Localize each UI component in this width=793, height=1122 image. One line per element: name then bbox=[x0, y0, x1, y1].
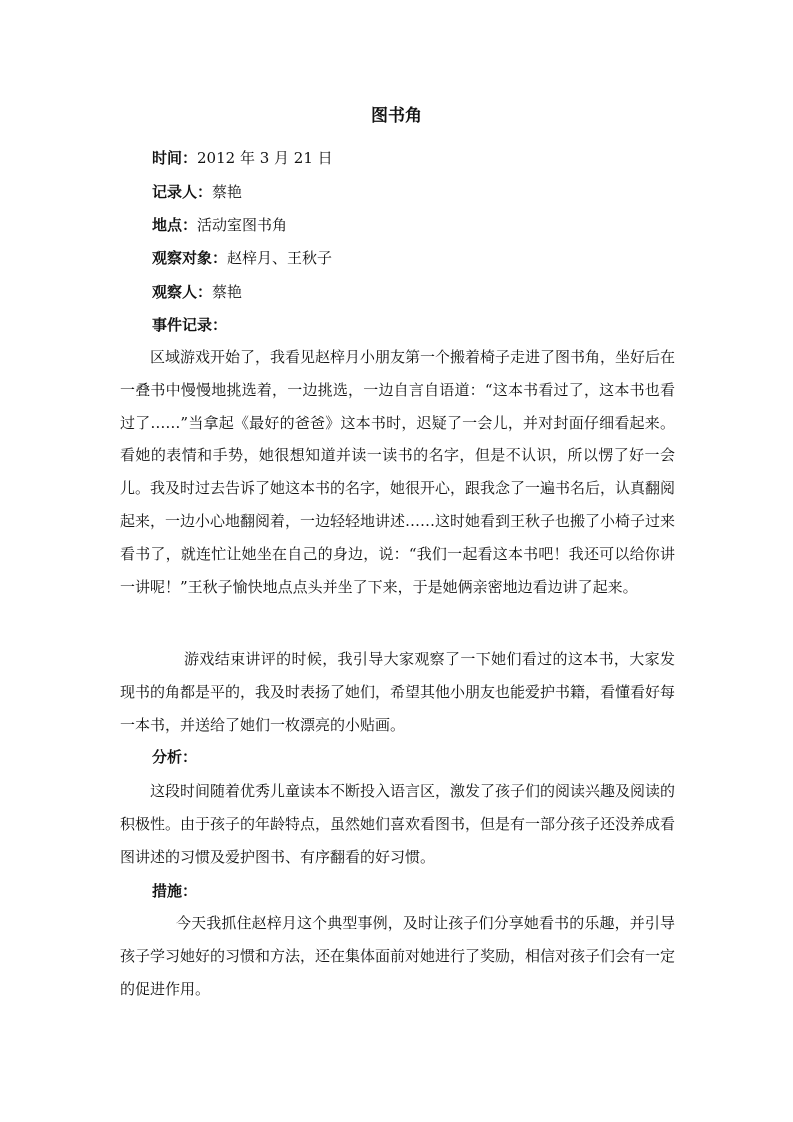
meta-observer-label: 观察人： bbox=[152, 283, 213, 301]
meta-subject-label: 观察对象： bbox=[152, 249, 228, 267]
meta-recorder-value: 蔡艳 bbox=[212, 183, 243, 201]
meta-location-label: 地点： bbox=[152, 216, 198, 234]
record-paragraph-2: 游戏结束讲评的时候，我引导大家观察了一下她们看过的这本书，大家发现书的角都是平的，我及时表扬了她们，希望其他小朋友也能爱护书籍，看懂看好每一本书，并送给了她们一枚漂亮的小贴画。 bbox=[120, 650, 676, 734]
meta-subject bbox=[152, 247, 332, 269]
meta-location bbox=[152, 214, 287, 236]
meta-location-value: 活动室图书角 bbox=[197, 216, 288, 234]
meta-subject-value: 赵梓月、王秋子 bbox=[227, 249, 333, 267]
analysis-paragraph: 这段时间随着优秀儿童读本不断投入语言区，激发了孩子们的阅读兴趣及阅读的积极性。由于孩子的年龄特点，虽然她们喜欢看图书，但是有一部分孩子还没养成看图讲述的习惯及爱护图书、有序翻看的好习惯。 bbox=[120, 782, 676, 866]
meta-time-value: 2012 年 3 月 21 日 bbox=[197, 149, 333, 167]
measures-paragraph: 今天我抓住赵梓月这个典型事例，及时让孩子们分享她看书的乐趣，并引导孩子学习她好的习惯和方法，还在集体面前对她进行了奖励，相信对孩子们会有一定的促进作用。 bbox=[120, 914, 676, 998]
meta-recorder bbox=[152, 181, 242, 203]
meta-observer bbox=[152, 281, 242, 303]
meta-time bbox=[152, 147, 333, 169]
page-title: 图书角 bbox=[371, 106, 422, 126]
record-paragraph-1: 区域游戏开始了，我看见赵梓月小朋友第一个搬着椅子走进了图书角，坐好后在一叠书中慢慢地挑选着，一边挑选，一边自言自语道：“这本书看过了，这本书也看过了……”当拿起《最好的爸爸》这本书时，迟疑了一会儿，并对封面仔细看起来。看她的表情和手势，她很想知道并读一读书的名字，但是不认识，所以愣了好一会儿。我及时过去告诉了她这本书的名字，她很开心，跟我念了一遍书名后，认真翻阅起来，一边小心地翻阅着，一边轻轻地讲述……这时她看到王秋子也搬了小椅子过来看书了，就连忙让她坐在自己的身边，说：“我们一起看这本书吧！我还可以给你讲一讲呢！”王秋子愉快地点点头并坐了下来，于是她俩亲密地边看边讲了起来。 bbox=[120, 348, 676, 596]
meta-time-label: 时间： bbox=[152, 149, 198, 167]
record-heading: 事件记录： bbox=[152, 316, 228, 334]
meta-recorder-label: 记录人： bbox=[152, 183, 213, 201]
analysis-heading: 分析： bbox=[152, 748, 198, 766]
meta-observer-value: 蔡艳 bbox=[212, 283, 243, 301]
measures-heading: 措施： bbox=[152, 882, 198, 900]
